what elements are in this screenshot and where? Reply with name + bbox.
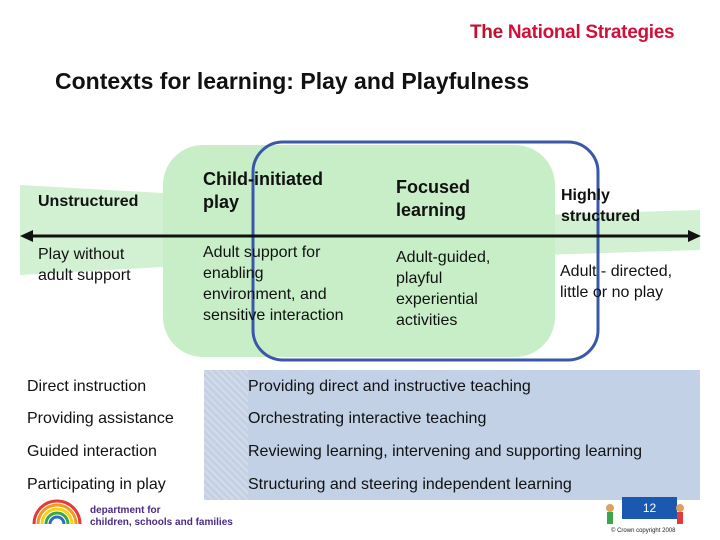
row-right: Providing direct and instructive teaching: [248, 378, 531, 395]
heading-unstructured: Unstructured: [38, 193, 139, 210]
desc-adult-directed: Adult - directed, little or no play: [560, 263, 673, 301]
dcsf-logo-text: [90, 505, 233, 529]
heading-child-initiated: Child-initiated play: [203, 169, 323, 212]
brand-name: National Strategies: [507, 22, 675, 43]
slide-title: Contexts for learning: Play and Playfulness: [55, 68, 530, 94]
row-left: Guided interaction: [27, 443, 157, 460]
row-left: Providing assistance: [27, 410, 174, 427]
copyright: © Crown copyright 2008: [611, 528, 676, 534]
row-right: Reviewing learning, intervening and supporting learning: [248, 443, 643, 460]
logo-line1: department for: [90, 505, 161, 516]
rainbow-logo-icon: [30, 498, 85, 526]
row-left: Direct instruction: [27, 378, 147, 395]
heading-focused-learning: Focused learning: [396, 177, 471, 220]
row-left: Participating in play: [27, 476, 166, 493]
desc-adult-guided: Adult-guided, playful experiential activities: [396, 249, 491, 329]
row-right: Structuring and steering independent learning: [248, 476, 572, 493]
page-number: 12: [622, 497, 677, 519]
heading-highly-structured: Highly structured: [561, 187, 641, 225]
desc-play-without-support: Play without adult support: [38, 246, 131, 284]
row-right: Orchestrating interactive teaching: [248, 410, 487, 427]
logo-line2: children, schools and families: [90, 517, 233, 528]
children-figures-icon: [600, 500, 695, 530]
patterned-band: [204, 370, 248, 500]
desc-adult-support: Adult support for enabling environment, and sensitive interaction: [203, 244, 344, 324]
brand-the: The: [470, 22, 503, 43]
brand-logo-text: [470, 22, 674, 44]
